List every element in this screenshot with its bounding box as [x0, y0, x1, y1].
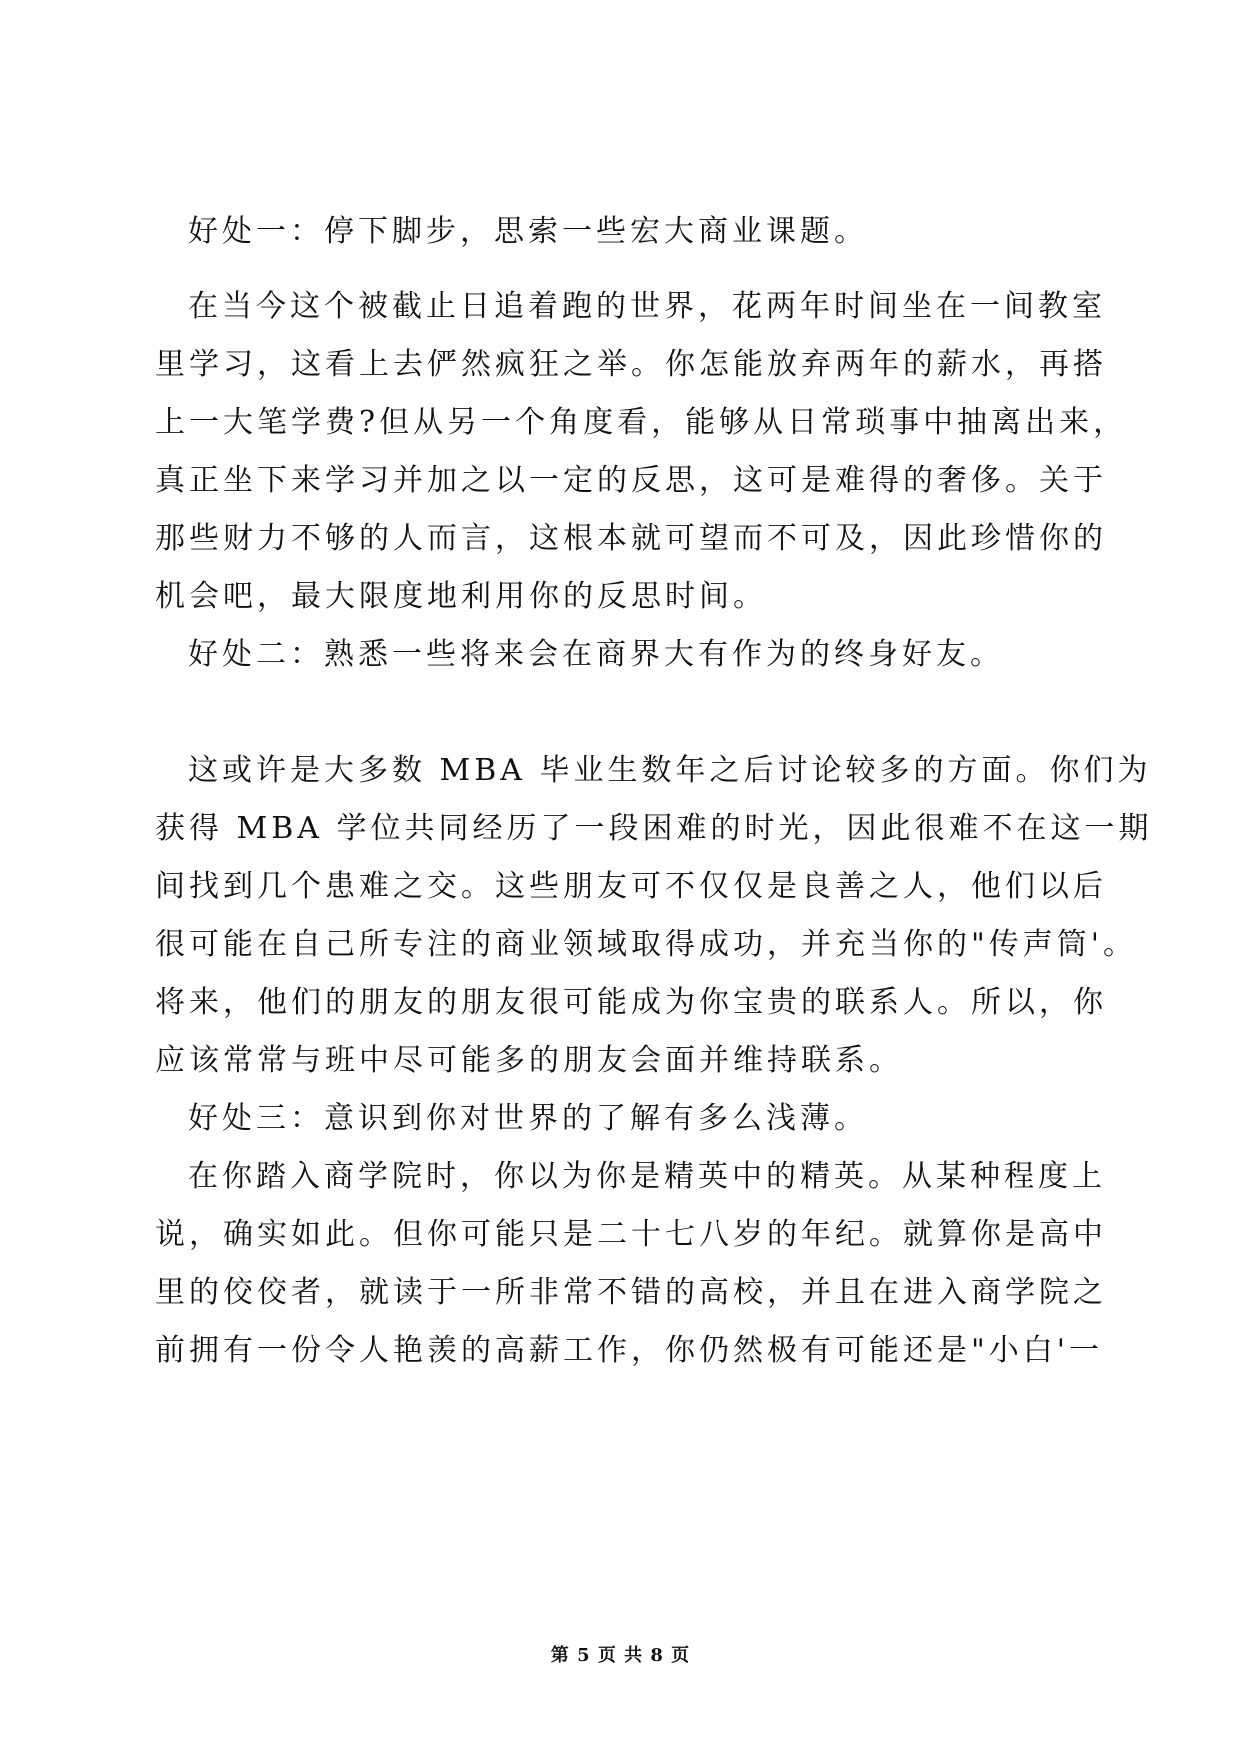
heading-benefit-3: 好处三：意识到你对世界的了解有多么浅薄。 — [188, 1101, 868, 1136]
paragraph-line: 应该常常与班中尽可能多的朋友会面并维持联系。 — [155, 1043, 903, 1078]
heading-benefit-1: 好处一：停下脚步，思索一些宏大商业课题。 — [188, 214, 868, 249]
heading-benefit-2: 好处二：熟悉一些将来会在商界大有作为的终身好友。 — [188, 637, 1004, 672]
paragraph-line: 在你踏入商学院时，你以为你是精英中的精英。从某种程度上 — [188, 1159, 1106, 1194]
paragraph-line: 真正坐下来学习并加之以一定的反思，这可是难得的奢侈。关于 — [155, 463, 1107, 498]
paragraph-line: 将来，他们的朋友的朋友很可能成为你宝贵的联系人。所以，你 — [155, 985, 1107, 1020]
page-number-footer: 第 5 页 共 8 页 — [550, 1645, 691, 1666]
paragraph-line: 上一大笔学费?但从另一个角度看，能够从日常琐事中抽离出来， — [155, 405, 1128, 440]
paragraph-line: 里学习，这看上去俨然疯狂之举。你怎能放弃两年的薪水，再搭 — [155, 347, 1107, 382]
paragraph-line: 机会吧，最大限度地利用你的反思时间。 — [155, 579, 767, 614]
paragraph-line: 那些财力不够的人而言，这根本就可望而不可及，因此珍惜你的 — [155, 521, 1107, 556]
paragraph-line: 很可能在自己所专注的商业领域取得成功，并充当你的"传声筒'。 — [155, 927, 1138, 962]
paragraph-line: 在当今这个被截止日追着跑的世界，花两年时间坐在一间教室 — [188, 289, 1106, 324]
paragraph-line: 这或许是大多数 MBA 毕业生数年之后讨论较多的方面。你们为 — [188, 753, 1152, 788]
paragraph-line: 间找到几个患难之交。这些朋友可不仅仅是良善之人，他们以后 — [155, 869, 1107, 904]
paragraph-line: 获得 MBA 学位共同经历了一段困难的时光，因此很难不在这一期 — [155, 811, 1153, 846]
paragraph-line: 里的佼佼者，就读于一所非常不错的高校，并且在进入商学院之 — [155, 1275, 1107, 1310]
paragraph-line: 说，确实如此。但你可能只是二十七八岁的年纪。就算你是高中 — [155, 1217, 1107, 1252]
paragraph-line: 前拥有一份令人艳羡的高薪工作，你仍然极有可能还是"小白'一 — [155, 1333, 1104, 1368]
